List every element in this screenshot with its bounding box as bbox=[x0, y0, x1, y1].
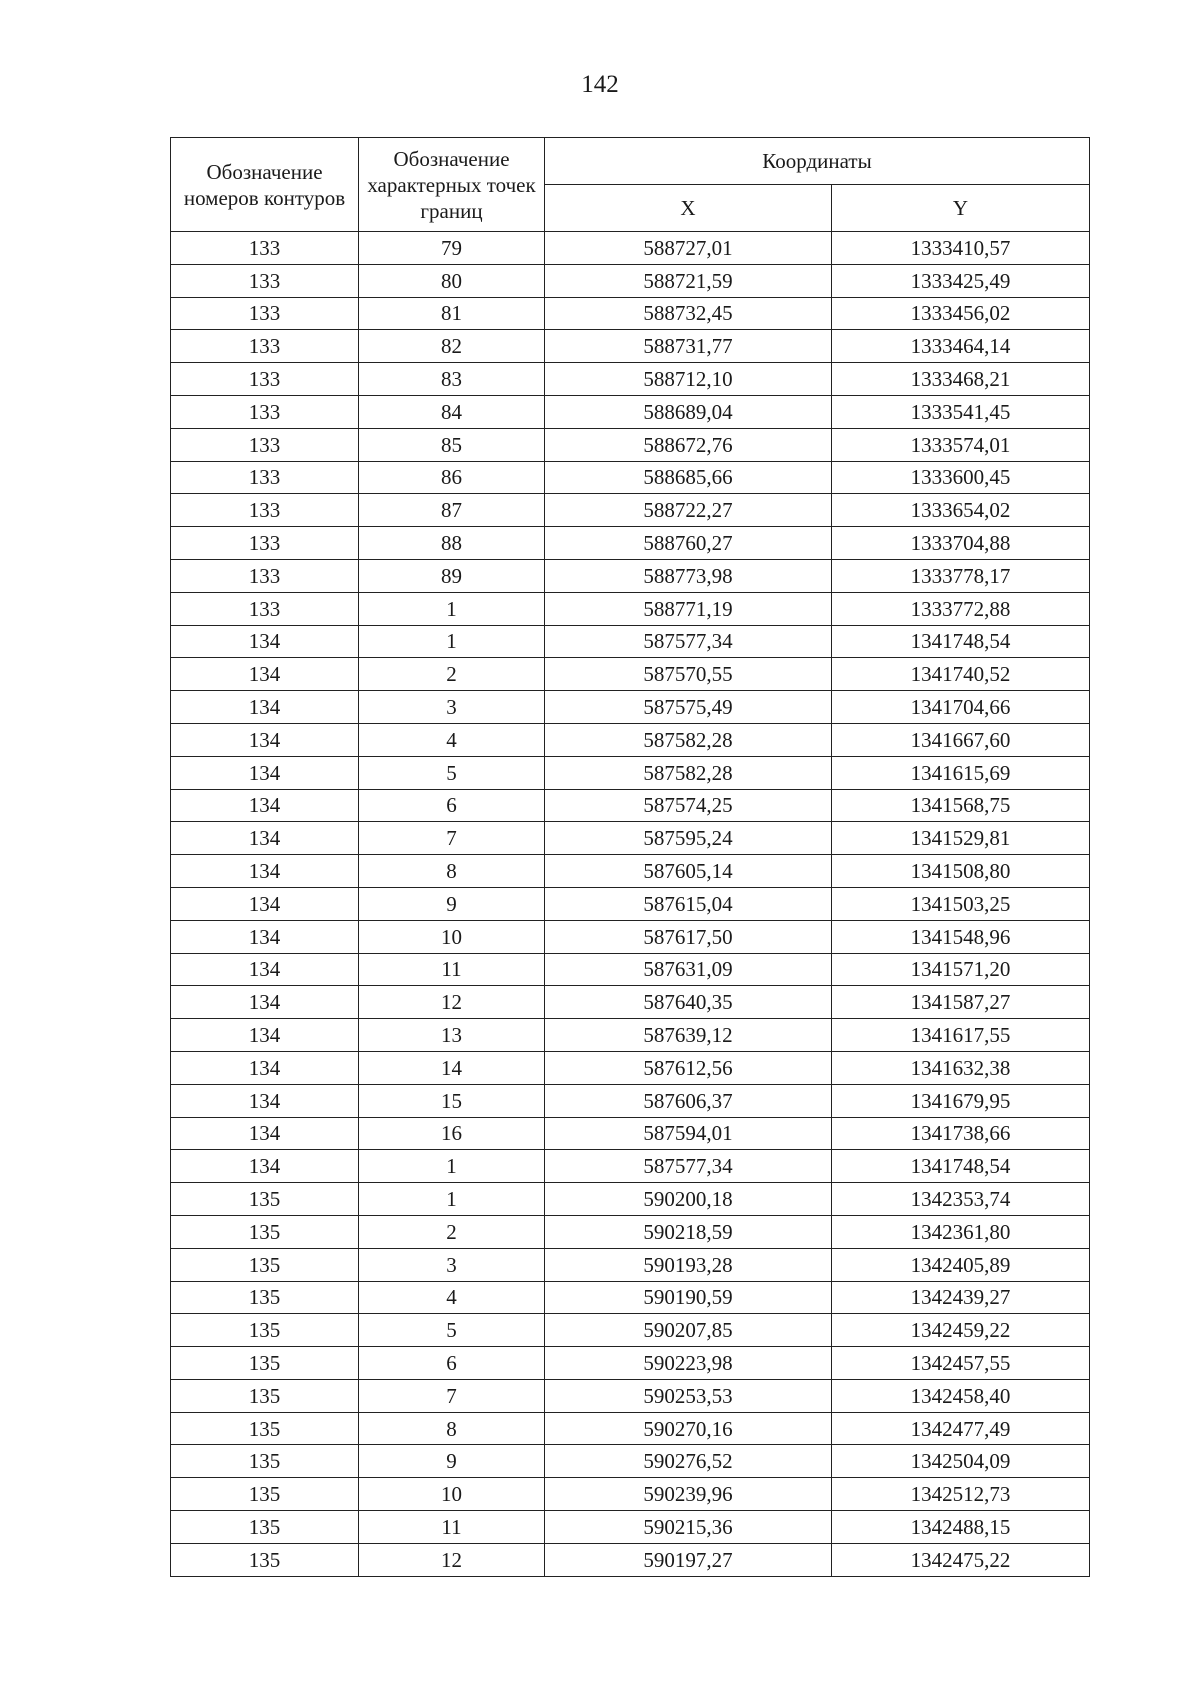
table-row bbox=[171, 723, 1090, 756]
cell-point: 7 bbox=[359, 822, 545, 855]
cell-x: 590190,59 bbox=[545, 1281, 832, 1314]
cell-point: 6 bbox=[359, 789, 545, 822]
cell-y: 1342504,09 bbox=[832, 1445, 1090, 1478]
cell-contour: 133 bbox=[171, 559, 359, 592]
cell-point: 10 bbox=[359, 920, 545, 953]
cell-y: 1333574,01 bbox=[832, 428, 1090, 461]
cell-point: 4 bbox=[359, 723, 545, 756]
cell-point: 1 bbox=[359, 625, 545, 658]
cell-contour: 133 bbox=[171, 297, 359, 330]
cell-x: 590270,16 bbox=[545, 1412, 832, 1445]
table-row bbox=[171, 330, 1090, 363]
table-row bbox=[171, 1117, 1090, 1150]
cell-contour: 135 bbox=[171, 1511, 359, 1544]
cell-contour: 133 bbox=[171, 428, 359, 461]
table-row bbox=[171, 789, 1090, 822]
cell-x: 588760,27 bbox=[545, 527, 832, 560]
cell-contour: 134 bbox=[171, 855, 359, 888]
cell-contour: 135 bbox=[171, 1281, 359, 1314]
cell-y: 1341508,80 bbox=[832, 855, 1090, 888]
cell-y: 1333464,14 bbox=[832, 330, 1090, 363]
cell-contour: 135 bbox=[171, 1347, 359, 1380]
cell-x: 587617,50 bbox=[545, 920, 832, 953]
cell-x: 588721,59 bbox=[545, 264, 832, 297]
cell-contour: 134 bbox=[171, 920, 359, 953]
table-row bbox=[171, 1478, 1090, 1511]
cell-x: 587582,28 bbox=[545, 756, 832, 789]
cell-y: 1342459,22 bbox=[832, 1314, 1090, 1347]
cell-point: 11 bbox=[359, 953, 545, 986]
table-row bbox=[171, 691, 1090, 724]
table-row bbox=[171, 625, 1090, 658]
cell-point: 2 bbox=[359, 658, 545, 691]
cell-x: 590223,98 bbox=[545, 1347, 832, 1380]
cell-y: 1341740,52 bbox=[832, 658, 1090, 691]
table-row bbox=[171, 1379, 1090, 1412]
table-row bbox=[171, 559, 1090, 592]
cell-y: 1342439,27 bbox=[832, 1281, 1090, 1314]
cell-contour: 133 bbox=[171, 461, 359, 494]
cell-y: 1341738,66 bbox=[832, 1117, 1090, 1150]
cell-point: 9 bbox=[359, 1445, 545, 1478]
cell-y: 1341679,95 bbox=[832, 1084, 1090, 1117]
cell-contour: 135 bbox=[171, 1543, 359, 1576]
cell-contour: 134 bbox=[171, 1150, 359, 1183]
table-row bbox=[171, 395, 1090, 428]
table-row bbox=[171, 1183, 1090, 1216]
cell-contour: 133 bbox=[171, 592, 359, 625]
cell-y: 1342457,55 bbox=[832, 1347, 1090, 1380]
table-row bbox=[171, 1511, 1090, 1544]
cell-x: 587577,34 bbox=[545, 625, 832, 658]
cell-x: 587582,28 bbox=[545, 723, 832, 756]
cell-x: 590207,85 bbox=[545, 1314, 832, 1347]
cell-point: 5 bbox=[359, 1314, 545, 1347]
cell-contour: 134 bbox=[171, 691, 359, 724]
cell-y: 1341748,54 bbox=[832, 1150, 1090, 1183]
cell-y: 1342458,40 bbox=[832, 1379, 1090, 1412]
table-row bbox=[171, 363, 1090, 396]
table-row bbox=[171, 855, 1090, 888]
cell-x: 590218,59 bbox=[545, 1215, 832, 1248]
cell-point: 6 bbox=[359, 1347, 545, 1380]
table-row bbox=[171, 1150, 1090, 1183]
cell-y: 1341529,81 bbox=[832, 822, 1090, 855]
table-row bbox=[171, 428, 1090, 461]
page-number: 142 bbox=[581, 71, 619, 98]
cell-contour: 134 bbox=[171, 1051, 359, 1084]
cell-x: 587639,12 bbox=[545, 1019, 832, 1052]
cell-contour: 135 bbox=[171, 1248, 359, 1281]
cell-point: 8 bbox=[359, 855, 545, 888]
table-row bbox=[171, 1314, 1090, 1347]
cell-contour: 135 bbox=[171, 1478, 359, 1511]
cell-contour: 134 bbox=[171, 789, 359, 822]
cell-x: 587631,09 bbox=[545, 953, 832, 986]
cell-y: 1341503,25 bbox=[832, 887, 1090, 920]
cell-contour: 135 bbox=[171, 1445, 359, 1478]
cell-point: 1 bbox=[359, 592, 545, 625]
cell-point: 86 bbox=[359, 461, 545, 494]
cell-x: 590239,96 bbox=[545, 1478, 832, 1511]
cell-y: 1341704,66 bbox=[832, 691, 1090, 724]
cell-contour: 133 bbox=[171, 232, 359, 265]
cell-contour: 134 bbox=[171, 1117, 359, 1150]
cell-x: 587612,56 bbox=[545, 1051, 832, 1084]
cell-contour: 134 bbox=[171, 887, 359, 920]
cell-y: 1341571,20 bbox=[832, 953, 1090, 986]
cell-point: 1 bbox=[359, 1150, 545, 1183]
cell-y: 1342477,49 bbox=[832, 1412, 1090, 1445]
cell-y: 1341615,69 bbox=[832, 756, 1090, 789]
cell-point: 1 bbox=[359, 1183, 545, 1216]
cell-point: 15 bbox=[359, 1084, 545, 1117]
cell-y: 1333654,02 bbox=[832, 494, 1090, 527]
table-row bbox=[171, 461, 1090, 494]
cell-y: 1333468,21 bbox=[832, 363, 1090, 396]
cell-contour: 134 bbox=[171, 756, 359, 789]
cell-x: 588685,66 bbox=[545, 461, 832, 494]
cell-x: 587577,34 bbox=[545, 1150, 832, 1183]
cell-x: 590197,27 bbox=[545, 1543, 832, 1576]
cell-contour: 135 bbox=[171, 1379, 359, 1412]
cell-x: 588731,77 bbox=[545, 330, 832, 363]
cell-contour: 133 bbox=[171, 330, 359, 363]
cell-point: 84 bbox=[359, 395, 545, 428]
header-x: X bbox=[545, 185, 832, 232]
cell-y: 1341617,55 bbox=[832, 1019, 1090, 1052]
cell-point: 12 bbox=[359, 1543, 545, 1576]
cell-y: 1333778,17 bbox=[832, 559, 1090, 592]
table-row bbox=[171, 1412, 1090, 1445]
cell-x: 587615,04 bbox=[545, 887, 832, 920]
table-row bbox=[171, 822, 1090, 855]
cell-x: 588689,04 bbox=[545, 395, 832, 428]
cell-x: 588727,01 bbox=[545, 232, 832, 265]
cell-point: 81 bbox=[359, 297, 545, 330]
table-row bbox=[171, 1084, 1090, 1117]
cell-point: 85 bbox=[359, 428, 545, 461]
cell-y: 1341568,75 bbox=[832, 789, 1090, 822]
table-row bbox=[171, 1215, 1090, 1248]
cell-y: 1342361,80 bbox=[832, 1215, 1090, 1248]
cell-point: 89 bbox=[359, 559, 545, 592]
table-row bbox=[171, 494, 1090, 527]
header-y: Y bbox=[832, 185, 1090, 232]
cell-x: 588712,10 bbox=[545, 363, 832, 396]
cell-contour: 135 bbox=[171, 1183, 359, 1216]
cell-x: 587606,37 bbox=[545, 1084, 832, 1117]
table-row bbox=[171, 1445, 1090, 1478]
cell-point: 10 bbox=[359, 1478, 545, 1511]
cell-x: 587640,35 bbox=[545, 986, 832, 1019]
cell-y: 1333704,88 bbox=[832, 527, 1090, 560]
cell-y: 1333456,02 bbox=[832, 297, 1090, 330]
table-row bbox=[171, 756, 1090, 789]
cell-contour: 135 bbox=[171, 1215, 359, 1248]
cell-contour: 135 bbox=[171, 1412, 359, 1445]
header-coordinates: Координаты bbox=[545, 138, 1090, 185]
header-point-number: Обозначение характерных точек границ bbox=[359, 138, 545, 232]
cell-contour: 134 bbox=[171, 625, 359, 658]
table-row bbox=[171, 1248, 1090, 1281]
cell-contour: 133 bbox=[171, 264, 359, 297]
cell-x: 587570,55 bbox=[545, 658, 832, 691]
cell-x: 590200,18 bbox=[545, 1183, 832, 1216]
table-row bbox=[171, 658, 1090, 691]
cell-contour: 133 bbox=[171, 395, 359, 428]
cell-x: 590193,28 bbox=[545, 1248, 832, 1281]
cell-y: 1333410,57 bbox=[832, 232, 1090, 265]
table-row bbox=[171, 1543, 1090, 1576]
cell-point: 80 bbox=[359, 264, 545, 297]
cell-contour: 133 bbox=[171, 494, 359, 527]
cell-x: 588672,76 bbox=[545, 428, 832, 461]
cell-contour: 134 bbox=[171, 723, 359, 756]
cell-point: 7 bbox=[359, 1379, 545, 1412]
cell-x: 590253,53 bbox=[545, 1379, 832, 1412]
cell-point: 5 bbox=[359, 756, 545, 789]
cell-point: 4 bbox=[359, 1281, 545, 1314]
cell-point: 82 bbox=[359, 330, 545, 363]
cell-y: 1341667,60 bbox=[832, 723, 1090, 756]
cell-x: 590215,36 bbox=[545, 1511, 832, 1544]
cell-x: 588722,27 bbox=[545, 494, 832, 527]
table-row bbox=[171, 1347, 1090, 1380]
cell-y: 1341587,27 bbox=[832, 986, 1090, 1019]
cell-x: 590276,52 bbox=[545, 1445, 832, 1478]
cell-y: 1342512,73 bbox=[832, 1478, 1090, 1511]
cell-y: 1333541,45 bbox=[832, 395, 1090, 428]
cell-y: 1341748,54 bbox=[832, 625, 1090, 658]
cell-point: 14 bbox=[359, 1051, 545, 1084]
cell-point: 16 bbox=[359, 1117, 545, 1150]
cell-y: 1342488,15 bbox=[832, 1511, 1090, 1544]
cell-point: 9 bbox=[359, 887, 545, 920]
cell-y: 1333772,88 bbox=[832, 592, 1090, 625]
cell-x: 587605,14 bbox=[545, 855, 832, 888]
table-row bbox=[171, 920, 1090, 953]
table-row bbox=[171, 232, 1090, 265]
cell-contour: 134 bbox=[171, 1084, 359, 1117]
cell-y: 1341632,38 bbox=[832, 1051, 1090, 1084]
table-row bbox=[171, 887, 1090, 920]
cell-contour: 135 bbox=[171, 1314, 359, 1347]
coordinates-table bbox=[170, 137, 1090, 1577]
cell-x: 588771,19 bbox=[545, 592, 832, 625]
cell-contour: 134 bbox=[171, 658, 359, 691]
cell-y: 1342353,74 bbox=[832, 1183, 1090, 1216]
cell-contour: 134 bbox=[171, 1019, 359, 1052]
cell-y: 1342475,22 bbox=[832, 1543, 1090, 1576]
table-row bbox=[171, 527, 1090, 560]
cell-point: 13 bbox=[359, 1019, 545, 1052]
table-body bbox=[171, 232, 1090, 1577]
cell-x: 587594,01 bbox=[545, 1117, 832, 1150]
cell-point: 2 bbox=[359, 1215, 545, 1248]
cell-point: 3 bbox=[359, 691, 545, 724]
header-contour-number: Обозначение номеров контуров bbox=[171, 138, 359, 232]
cell-contour: 133 bbox=[171, 527, 359, 560]
cell-point: 12 bbox=[359, 986, 545, 1019]
table-row bbox=[171, 297, 1090, 330]
cell-point: 79 bbox=[359, 232, 545, 265]
cell-contour: 134 bbox=[171, 986, 359, 1019]
cell-point: 83 bbox=[359, 363, 545, 396]
cell-y: 1342405,89 bbox=[832, 1248, 1090, 1281]
table-row bbox=[171, 953, 1090, 986]
cell-point: 3 bbox=[359, 1248, 545, 1281]
cell-y: 1333425,49 bbox=[832, 264, 1090, 297]
table-row bbox=[171, 1051, 1090, 1084]
table-row bbox=[171, 986, 1090, 1019]
cell-x: 587574,25 bbox=[545, 789, 832, 822]
cell-contour: 134 bbox=[171, 953, 359, 986]
cell-y: 1341548,96 bbox=[832, 920, 1090, 953]
cell-contour: 134 bbox=[171, 822, 359, 855]
cell-contour: 133 bbox=[171, 363, 359, 396]
cell-point: 88 bbox=[359, 527, 545, 560]
cell-point: 8 bbox=[359, 1412, 545, 1445]
table-row bbox=[171, 1281, 1090, 1314]
cell-y: 1333600,45 bbox=[832, 461, 1090, 494]
cell-point: 11 bbox=[359, 1511, 545, 1544]
cell-x: 588773,98 bbox=[545, 559, 832, 592]
cell-point: 87 bbox=[359, 494, 545, 527]
table-row bbox=[171, 1019, 1090, 1052]
table-row bbox=[171, 264, 1090, 297]
cell-x: 587575,49 bbox=[545, 691, 832, 724]
cell-x: 587595,24 bbox=[545, 822, 832, 855]
cell-x: 588732,45 bbox=[545, 297, 832, 330]
table-row bbox=[171, 592, 1090, 625]
